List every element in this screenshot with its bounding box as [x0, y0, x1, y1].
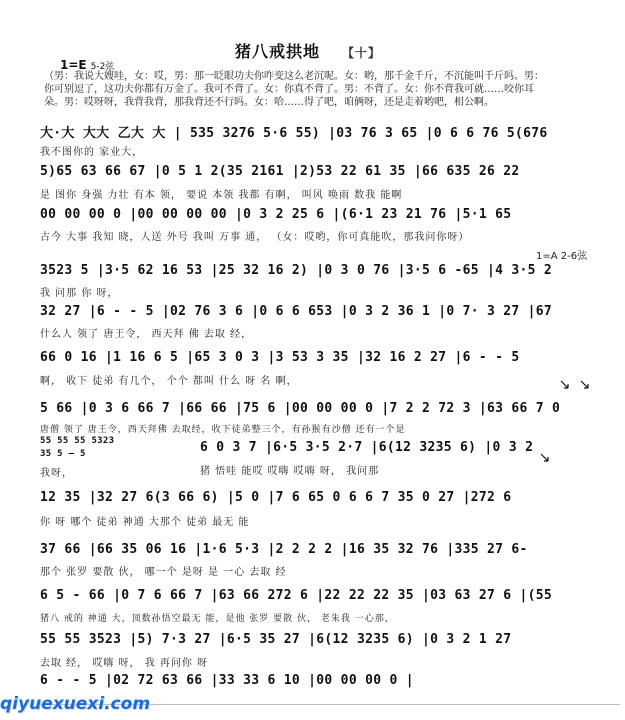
notation-line: 5)65 63 66 67 |0 5 1 2(35 2161 |2)53 22 61 35 |66 635 26 22 — [40, 164, 520, 179]
lyric-line: 啊， 收下 徒弟 有几个， 个个 都叫 什么 呀 名 啊， — [40, 376, 298, 387]
lyric-line: 古今 大事 我知 晓，人送 外号 我叫 万事 通， （女：哎哟，你可真能吹，那我问你呀） — [40, 232, 470, 243]
notation-line: 66 0 16 |1 16 6 5 |65 3 0 3 |3 53 3 35 |32 16 2 27 |6 - - 5 — [40, 350, 520, 365]
arrow-icon — [540, 453, 550, 463]
notation-line: 55 55 3523 |5) 7·3 27 |6·5 35 27 |6(12 3235 6) |0 3 2 1 27 — [40, 632, 512, 647]
dialogue-block — [44, 70, 614, 109]
lyric-line: 什么人 领了 唐王令， 西天拜 佛 去取 经， — [40, 329, 253, 340]
lyric-line: 去取 经， 哎嗨 呀， 我 再问你 呀 — [40, 658, 209, 669]
arrow-icon — [580, 380, 590, 390]
notation-line: 00 00 00 0 |00 00 00 00 |0 3 2 25 6 |(6·1 23 21 76 |5·1 65 — [40, 207, 512, 222]
arrow-icon — [560, 380, 570, 390]
dialogue-line: （男：我说大嫂哇，女：哎，男：那一眨眼功夫你咋变这么老沉呢。女：哟，那千金千斤，不沉能叫千斤吗。男： — [44, 71, 544, 82]
notation-line: 5 66 |0 3 6 66 7 |66 66 |75 6 |00 00 00 0 |7 2 2 72 3 |63 66 7 0 — [40, 401, 561, 416]
notation-line: 6 5 - 66 |0 7 6 66 7 |63 66 272 6 |22 22 22 35 |03 63 27 6 |(55 — [40, 588, 552, 603]
dialogue-line: 你可别逗了，这功夫你都有万金了。我可不背了。女：你真不背了。男：不背了。女：你不背我可就……咬你耳 — [44, 84, 534, 95]
part-number: 【十】 — [342, 46, 382, 60]
lyric-line: 猪 悟哇 能哎 哎嗨 哎嗨 呀， 我问那 — [200, 466, 380, 477]
notation-line: 6 0 3 7 |6·5 3·5 2·7 |6(12 3235 6) |0 3 2 — [200, 440, 534, 455]
notation-line: 3523 5 |3·5 62 16 53 |25 32 16 2) |0 3 0 76 |3·5 6 -65 |4 3·5 2 — [40, 263, 552, 278]
lyric-line: 那个 张罗 要散 伙， 哪一个 是呀 是 一心 去取 经 — [40, 567, 287, 578]
chord-lower: 35 5 — 5 — [40, 449, 86, 459]
lyric-line: 猪八 戒的 神通 大，顶数孙悟空最无 能，是他 张罗 要散 伙， 老朱我 一心那， — [40, 614, 395, 624]
lyric-line: 我不图你的 家业大， — [40, 147, 144, 158]
notation-line: 大·大 大大 乙大 大 | 535 3276 5·6 55) |03 76 3 65 |0 6 6 76 5(676 — [40, 126, 548, 141]
notation-line: 6 - - 5 |02 72 63 66 |33 33 6 10 |00 00 00 0 | — [40, 673, 414, 688]
string-tuning: 5-2弦 — [90, 62, 115, 72]
lyric-line: 我 问那 你 呀， — [40, 288, 119, 299]
lyric-line: 是 图你 身强 力壮 有本 领， 要说 本领 我都 有啊， 叫风 唤雨 数我 能啊 — [40, 190, 403, 201]
notation-line: 37 66 |66 35 06 16 |1·6 5·3 |2 2 2 2 |16 35 32 76 |335 27 6- — [40, 542, 528, 557]
site-watermark: qiyuexuexi.com — [0, 694, 151, 714]
chord-upper: 55 55 55 5323 — [40, 436, 115, 446]
lyric-line: 你 呀 哪个 徒弟 神通 大那个 徒弟 最无 能 — [40, 517, 250, 528]
lyric-line: 唐僧 领了 唐王令，西天拜佛 去取经，收下徒弟整三个，有孙猴有沙僧 还有一个是 — [40, 425, 406, 435]
page-title — [235, 39, 381, 62]
notation-line: 32 27 |6 - - 5 |02 76 3 6 |0 6 6 653 |0 3 2 36 1 |0 7· 3 27 |67 — [40, 304, 552, 319]
notation-line: 12 35 |32 27 6(3 66 6) |5 0 |7 6 65 0 6 6 7 35 0 27 |272 6 — [40, 490, 512, 505]
aside-word: 我呀， — [40, 468, 73, 479]
song-title: 猪八戒拱地 — [235, 42, 321, 61]
dialogue-line: 朵。男：哎呀呀，我背我背，那我背还不行吗。女：哈……得了吧，咱俩呀，还是走着哟吧，相公啊。 — [44, 97, 494, 108]
tone-change-label: 1=A 2-6弦 — [536, 251, 588, 262]
key-label: 1=E — [60, 58, 87, 72]
